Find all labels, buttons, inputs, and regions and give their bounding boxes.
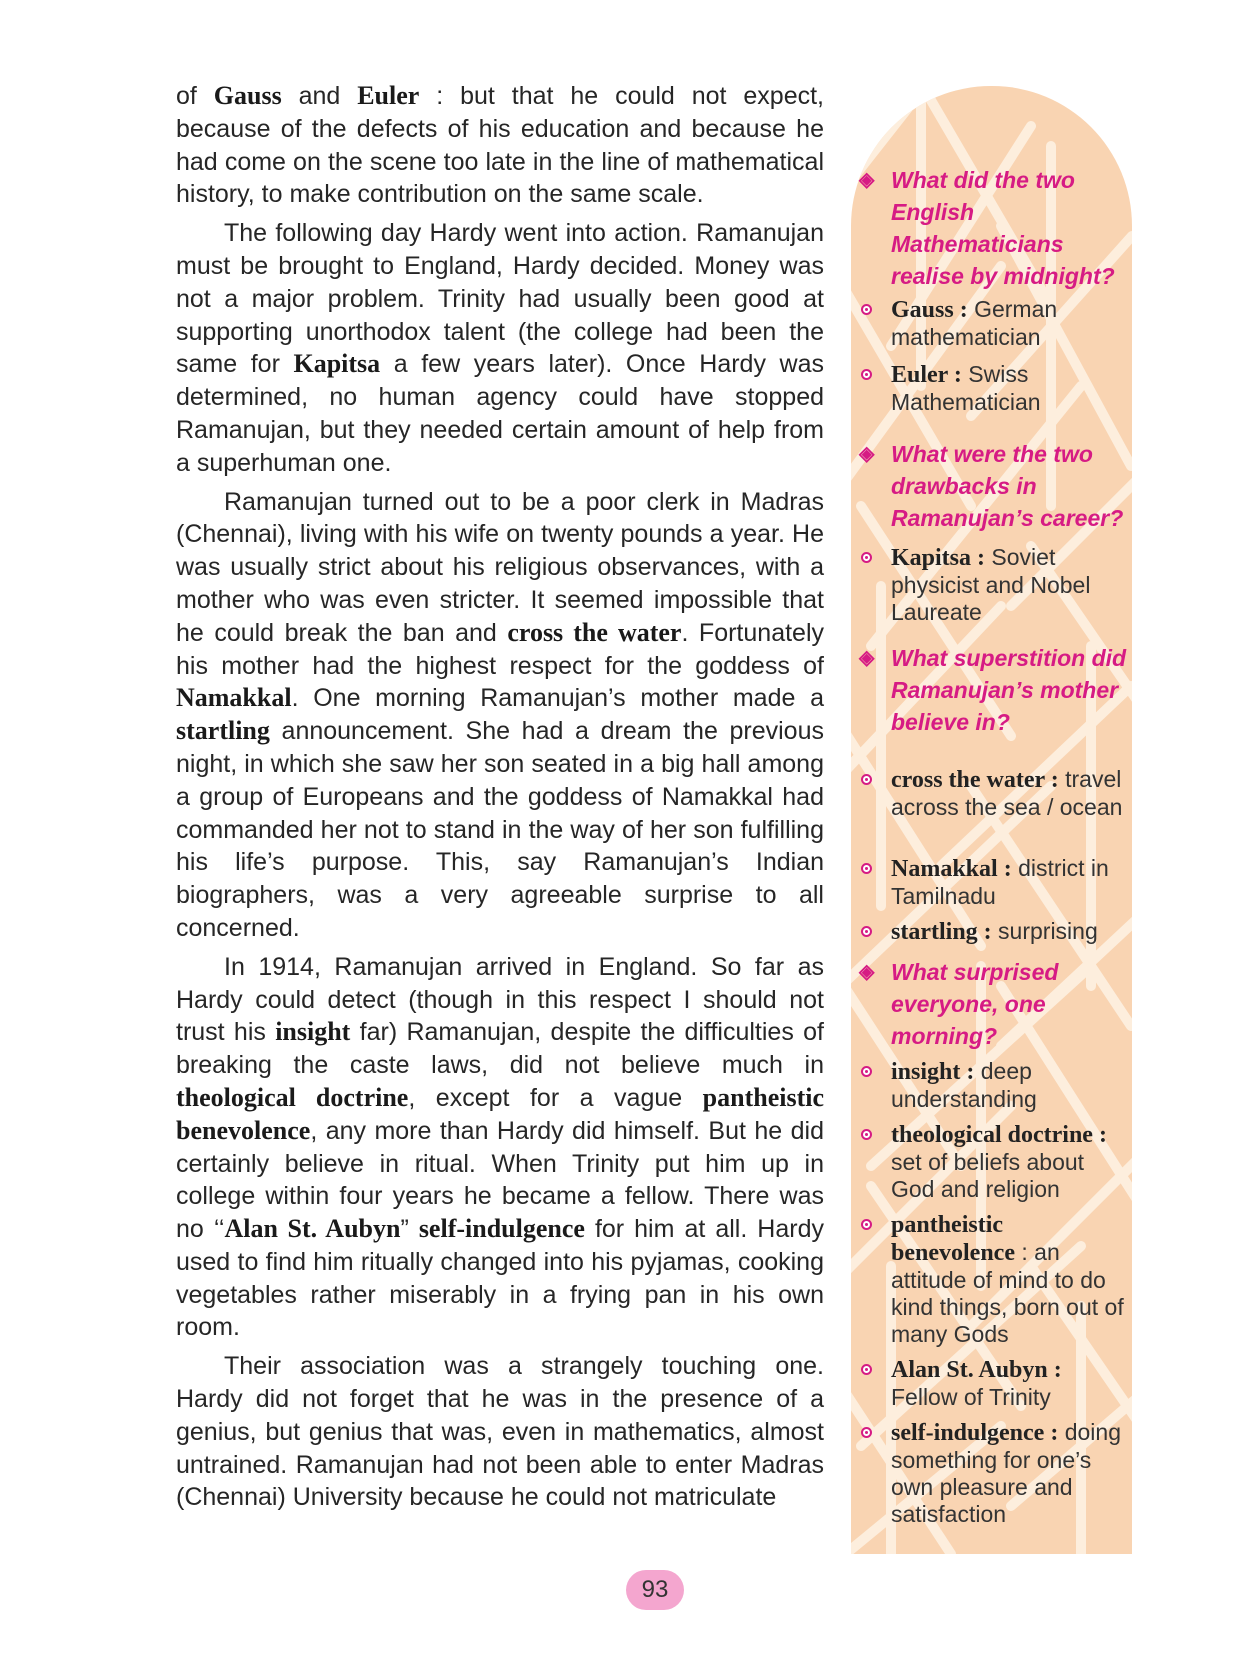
circle-bullet-icon [861, 926, 872, 937]
circle-bullet-icon [861, 774, 872, 785]
bold-term: cross the water [507, 617, 682, 647]
glossary-term: Euler : [891, 362, 962, 388]
bold-term: theological doctrine [176, 1082, 409, 1112]
question-text: What superstition did Ramanujan’s mother believe in? [891, 645, 1127, 735]
text-run: Their association was a strangely touching one. Hardy did not forget that he was in the presence of a genius, but genius that was, even in mathematics, almost untrained. Ramanujan had not been able to enter Madras (Chennai) University because he could not matriculate [176, 1352, 824, 1512]
glossary-term: theological doctrine : [891, 1122, 1107, 1148]
comprehension-question [851, 438, 1132, 534]
main-text-column [176, 80, 824, 1520]
comprehension-question [851, 642, 1132, 738]
glossary-entry [851, 1211, 1132, 1348]
bold-term: insight [275, 1017, 351, 1047]
text-run: ” [400, 1215, 419, 1244]
glossary-entry [851, 1121, 1132, 1203]
glossary-entry [851, 1356, 1132, 1411]
body-paragraph [176, 951, 824, 1345]
glossary-list [851, 164, 1132, 1528]
glossary-definition: Soviet physicist and Nobel Laureate [891, 544, 1091, 625]
text-run: . Fortunately his mother had the highest respect for the goddess of [176, 618, 824, 680]
glossary-term: insight : [891, 1059, 975, 1085]
text-run: Ramanujan turned out to be a poor clerk in Madras (Chennai), living with his wife on twenty pounds a year. He was usually strict about his religious observances, with a mother who was even stricter. It seemed impossible that he could break the ban and [176, 487, 824, 647]
bold-term: startling [176, 716, 270, 746]
glossary-entry [851, 766, 1132, 821]
text-run: , except for a vague [408, 1083, 703, 1112]
bold-term: self-indulgence [418, 1214, 585, 1244]
glossary-definition: doing something for one’s own pleasure and satisfaction [891, 1419, 1121, 1527]
bold-term: Euler [357, 81, 420, 110]
glossary-entry [851, 1419, 1132, 1528]
glossary-definition: travel across the sea / ocean [891, 766, 1123, 820]
glossary-term: cross the water : [891, 767, 1059, 793]
question-text: What did the two English Mathematicians realise by midnight? [891, 167, 1115, 289]
glossary-definition: Fellow of Trinity [891, 1384, 1051, 1410]
text-run: The following day Hardy went into action. Ramanujan must be brought to England, Hardy decided. Money was not a major problem. Trinity had usually been good at supporting unorthodox talent (the college had been the same for [176, 219, 824, 379]
diamond-bullet-icon: ◈ [859, 443, 875, 465]
glossary-sidebar [851, 86, 1132, 1554]
circle-bullet-icon [861, 552, 872, 563]
circle-bullet-icon [861, 863, 872, 874]
body-paragraph [176, 486, 824, 945]
bold-term: Namakkal [176, 683, 292, 713]
comprehension-question [851, 164, 1132, 292]
circle-bullet-icon [861, 1427, 872, 1438]
page-number-badge: 93 [626, 1570, 684, 1610]
glossary-definition: district in Tamilnadu [891, 855, 1109, 909]
diamond-bullet-icon: ◈ [859, 169, 875, 191]
circle-bullet-icon [861, 1129, 872, 1140]
glossary-entry [851, 855, 1132, 910]
body-paragraph [176, 80, 824, 211]
body-paragraph [176, 1350, 824, 1514]
circle-bullet-icon [861, 304, 872, 315]
glossary-term: pantheistic benevolence [891, 1212, 1015, 1266]
text-run: for him at all. Hardy used to find him ritually changed into his pyjamas, cooking vegetables rather miserably in a frying pan in his own room. [176, 1215, 824, 1342]
diamond-bullet-icon: ◈ [859, 647, 875, 669]
text-run: far) Ramanujan, despite the difficulties of breaking the caste laws, did not believe much in [176, 1018, 824, 1080]
glossary-term: Kapitsa : [891, 545, 986, 571]
text-run: a few years later). Once Hardy was determined, no human agency could have stopped Ramanujan, but they needed certain amount of help from a superhuman one. [176, 350, 824, 477]
circle-bullet-icon [861, 1364, 872, 1375]
text-run: announcement. She had a dream the previous night, in which she saw her son seated in a big hall among a group of Europeans and the goddess of Namakkal had commanded her not to stand in the way of her son fulfilling his life’s purpose. This, say Ramanujan’s Indian biographers, was a very agreeable surprise to all concerned. [176, 717, 824, 942]
glossary-entry [851, 361, 1132, 416]
circle-bullet-icon [861, 369, 872, 380]
glossary-definition: surprising [998, 918, 1098, 944]
glossary-term: Alan St. Aubyn : [891, 1357, 1062, 1383]
glossary-definition: Swiss Mathematician [891, 361, 1041, 415]
glossary-term: self-indulgence : [891, 1420, 1059, 1446]
circle-bullet-icon [861, 1219, 872, 1230]
glossary-entry [851, 1058, 1132, 1113]
bold-term: pantheistic benevolence [176, 1082, 825, 1145]
glossary-definition: German mathematician [891, 296, 1058, 350]
glossary-definition: : an attitude of mind to do kind things, born out of many Gods [891, 1239, 1124, 1347]
glossary-entry [851, 296, 1132, 351]
text-run: In 1914, Ramanujan arrived in England. So far as Hardy could detect (though in this respect I should not trust his [176, 952, 824, 1047]
body-paragraph [176, 217, 824, 479]
bold-term: Gauss [213, 81, 282, 110]
text-run: , any more than Hardy did himself. But he did certainly believe in ritual. When Trinity put him up in college within four years he became a fellow. There was no ‘‘ [176, 1116, 824, 1244]
bold-term: Kapitsa [293, 349, 381, 379]
glossary-term: startling : [891, 919, 992, 945]
text-run: : but that he could not expect, because of the defects of his education and because he had come on the scene too late in the line of mathematical history, to make contribution on the same scale. [176, 82, 825, 209]
glossary-term: Namakkal : [891, 856, 1012, 882]
question-text: What surprised everyone, one morning? [891, 959, 1059, 1049]
text-run: and [281, 82, 358, 110]
glossary-definition: deep understanding [891, 1058, 1037, 1112]
glossary-definition: set of beliefs about God and religion [891, 1149, 1085, 1202]
text-run: . One morning Ramanujan’s mother made a [291, 684, 824, 713]
question-text: What were the two drawbacks in Ramanujan’s career? [891, 441, 1124, 531]
text-run: of [176, 82, 214, 110]
bold-term: Alan St. Aubyn [224, 1214, 401, 1244]
glossary-entry [851, 544, 1132, 626]
comprehension-question [851, 956, 1132, 1052]
glossary-entry [851, 918, 1132, 946]
diamond-bullet-icon: ◈ [859, 961, 875, 983]
glossary-term: Gauss : [891, 297, 968, 323]
circle-bullet-icon [861, 1066, 872, 1077]
